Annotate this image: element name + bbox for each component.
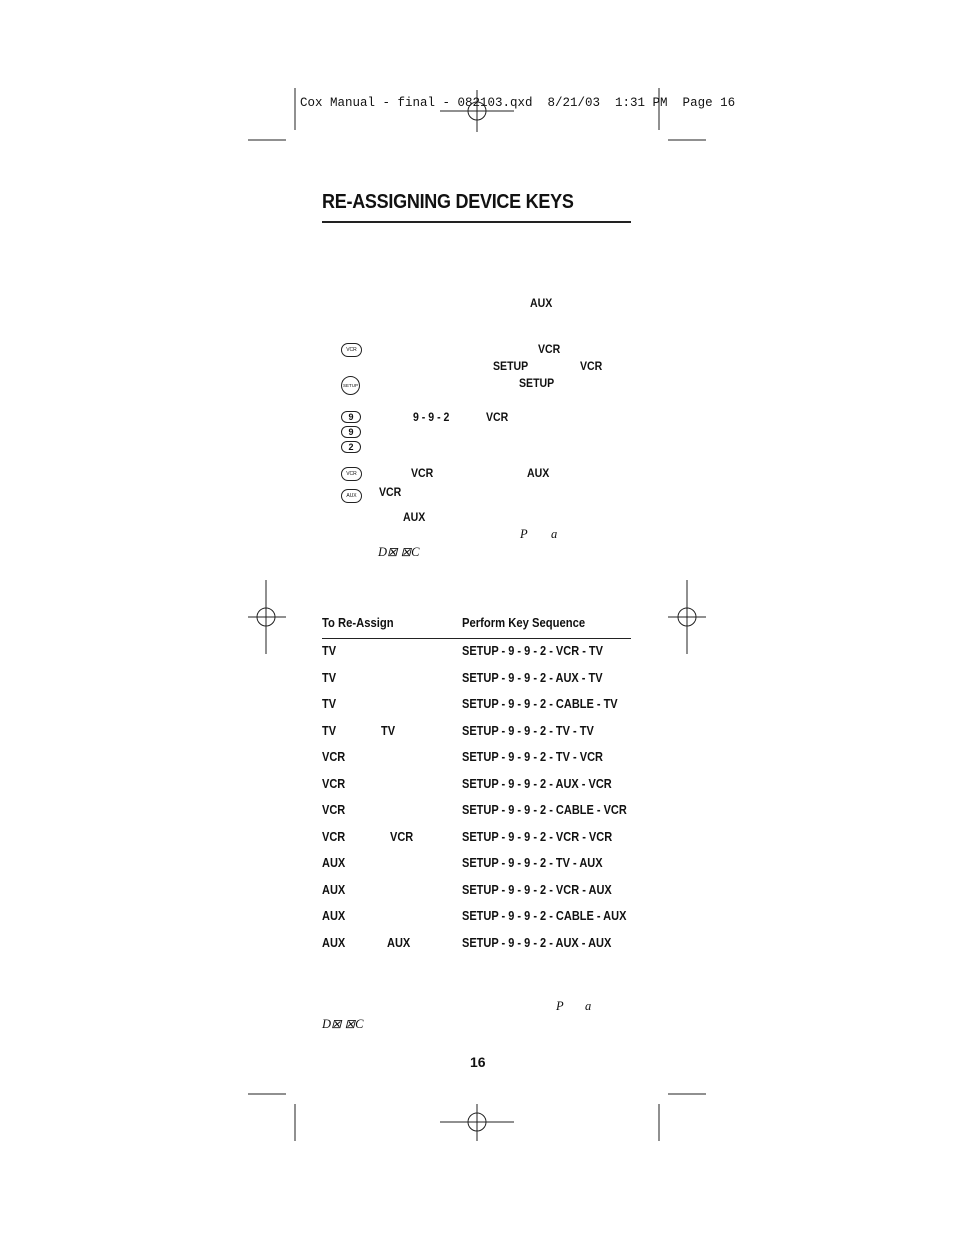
footer-italic-a: a xyxy=(585,999,592,1013)
row-device: VCR xyxy=(322,830,346,844)
row-key-sequence: SETUP - 9 - 9 - 2 - TV - TV xyxy=(462,724,594,738)
step3-aux: AUX xyxy=(527,466,550,480)
row-key-sequence: SETUP - 9 - 9 - 2 - AUX - AUX xyxy=(462,936,612,950)
row-key-sequence: SETUP - 9 - 9 - 2 - VCR - TV xyxy=(462,644,603,658)
step3-italic-p: P xyxy=(520,527,528,541)
table-header-to-reassign: To Re-Assign xyxy=(322,616,394,630)
vcr-key-icon-2: VCR xyxy=(341,467,362,481)
step3-vcr-2: VCR xyxy=(379,485,402,499)
step3-vcr: VCR xyxy=(411,466,434,480)
footer-italic-dc: D⊠ ⊠C xyxy=(322,1017,364,1031)
row-device: TV xyxy=(322,697,337,711)
row-key-sequence: SETUP - 9 - 9 - 2 - VCR - VCR xyxy=(462,830,613,844)
step2-sequence: 9 - 9 - 2 xyxy=(413,410,450,424)
table-header-key-sequence: Perform Key Sequence xyxy=(462,616,586,630)
nine-key-icon: 9 xyxy=(341,411,361,423)
step1-setup: SETUP xyxy=(493,359,529,373)
row-device-target: TV xyxy=(381,724,396,738)
row-device: AUX xyxy=(322,883,346,897)
row-key-sequence: SETUP - 9 - 9 - 2 - TV - AUX xyxy=(462,856,603,870)
row-device-target: AUX xyxy=(387,936,411,950)
row-device: AUX xyxy=(322,856,346,870)
intro-aux-label: AUX xyxy=(530,296,553,310)
setup-key-icon: SETUP xyxy=(341,376,360,395)
row-key-sequence: SETUP - 9 - 9 - 2 - CABLE - VCR xyxy=(462,803,627,817)
step1-vcr: VCR xyxy=(538,342,561,356)
row-key-sequence: SETUP - 9 - 9 - 2 - CABLE - AUX xyxy=(462,909,627,923)
page-number: 16 xyxy=(470,1054,486,1070)
row-key-sequence: SETUP - 9 - 9 - 2 - AUX - VCR xyxy=(462,777,612,791)
row-device: VCR xyxy=(322,750,346,764)
row-device: TV xyxy=(322,644,337,658)
table-header-rule xyxy=(322,638,631,639)
step1-setup-2: SETUP xyxy=(519,376,555,390)
row-key-sequence: SETUP - 9 - 9 - 2 - AUX - TV xyxy=(462,671,603,685)
step3-aux-2: AUX xyxy=(403,510,426,524)
step3-italic-dc: D⊠ ⊠C xyxy=(378,545,420,559)
row-device: VCR xyxy=(322,777,346,791)
print-slug: Cox Manual - final - 082103.qxd 8/21/03 1:31 PM Page 16 xyxy=(300,96,736,110)
row-key-sequence: SETUP - 9 - 9 - 2 - CABLE - TV xyxy=(462,697,618,711)
vcr-key-icon: VCR xyxy=(341,343,362,357)
row-device: AUX xyxy=(322,909,346,923)
step1-vcr-2: VCR xyxy=(580,359,603,373)
step3-italic-a: a xyxy=(551,527,558,541)
page-title: RE-ASSIGNING DEVICE KEYS xyxy=(322,191,574,213)
footer-italic-p: P xyxy=(556,999,564,1013)
title-underline xyxy=(322,221,631,223)
row-key-sequence: SETUP - 9 - 9 - 2 - TV - VCR xyxy=(462,750,603,764)
row-key-sequence: SETUP - 9 - 9 - 2 - VCR - AUX xyxy=(462,883,612,897)
row-device: VCR xyxy=(322,803,346,817)
nine-key-icon-2: 9 xyxy=(341,426,361,438)
step2-vcr: VCR xyxy=(486,410,509,424)
aux-key-icon: AUX xyxy=(341,489,362,503)
two-key-icon: 2 xyxy=(341,441,361,453)
row-device: TV xyxy=(322,671,337,685)
row-device: AUX xyxy=(322,936,346,950)
row-device: TV xyxy=(322,724,337,738)
row-device-target: VCR xyxy=(390,830,414,844)
